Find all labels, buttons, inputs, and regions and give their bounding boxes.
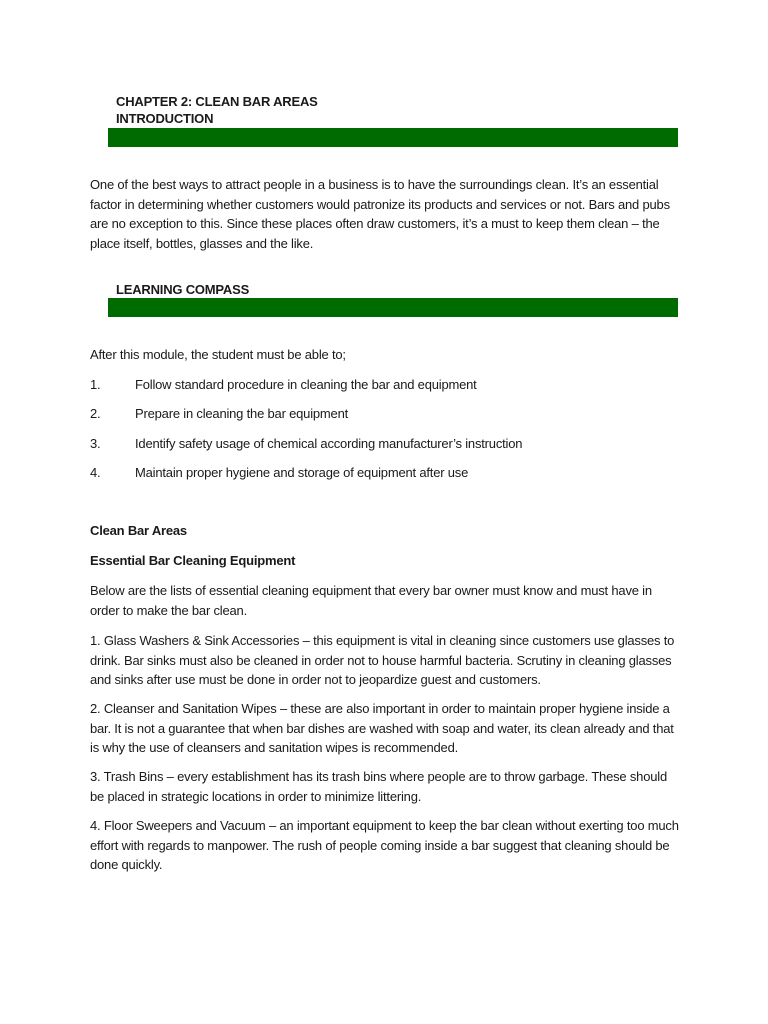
intro-paragraph: One of the best ways to attract people in a business is to have the surroundings clean. It’s an essential factor in determining whether customers would patronize its products and services or not. Bars and pubs are no exception to this. Since these places often draw customers, it’s a must to keep them clean – the place itself, bottles, glasses and the like. [90, 177, 670, 251]
list-text: Maintain proper hygiene and storage of equipment after use [135, 465, 469, 480]
list-number: 2. [90, 406, 101, 421]
body-paragraph: Below are the lists of essential cleaning equipment that every bar owner must know and must have in order to make the bar clean. [90, 583, 652, 618]
section-divider-bar [108, 298, 678, 317]
body-paragraph: 4. Floor Sweepers and Vacuum – an important equipment to keep the bar clean without exerting too much effort with regards to manpower. The rush of people coming inside a bar suggest that cleaning should be done quickly. [90, 818, 679, 872]
list-text: Prepare in cleaning the bar equipment [135, 406, 349, 421]
list-text: Identify safety usage of chemical according manufacturer’s instruction [135, 436, 523, 451]
compass-lead: After this module, the student must be able to; [90, 347, 346, 362]
section-subtitle: Essential Bar Cleaning Equipment [90, 553, 296, 568]
chapter-title: CHAPTER 2: CLEAN BAR AREAS [116, 94, 318, 109]
section-divider-bar [108, 128, 678, 147]
body-paragraph: 1. Glass Washers & Sink Accessories – this equipment is vital in cleaning since customers use glasses to drink. Bar sinks must also be cleaned in order not to house harmful bacteria. Scrutiny in cleaning glasses and sinks after use must be done in order not to jeopardize guest and customers. [90, 633, 675, 687]
body-paragraph: 2. Cleanser and Sanitation Wipes – these are also important in order to maintain proper hygiene inside a bar. It is not a guarantee that when bar dishes are washed with soap and water, its clean already and that is why the use of cleansers and sanitation wipes is recommended. [90, 701, 674, 755]
list-number: 4. [90, 465, 101, 480]
section-title: Clean Bar Areas [90, 523, 187, 538]
body-paragraph: 3. Trash Bins – every establishment has its trash bins where people are to throw garbage. These should be placed in strategic locations in order to minimize littering. [90, 769, 667, 804]
list-text: Follow standard procedure in cleaning the bar and equipment [135, 377, 477, 392]
list-number: 1. [90, 377, 101, 392]
list-number: 3. [90, 436, 101, 451]
chapter-subtitle: INTRODUCTION [116, 111, 214, 126]
learning-compass-title: LEARNING COMPASS [116, 282, 250, 297]
